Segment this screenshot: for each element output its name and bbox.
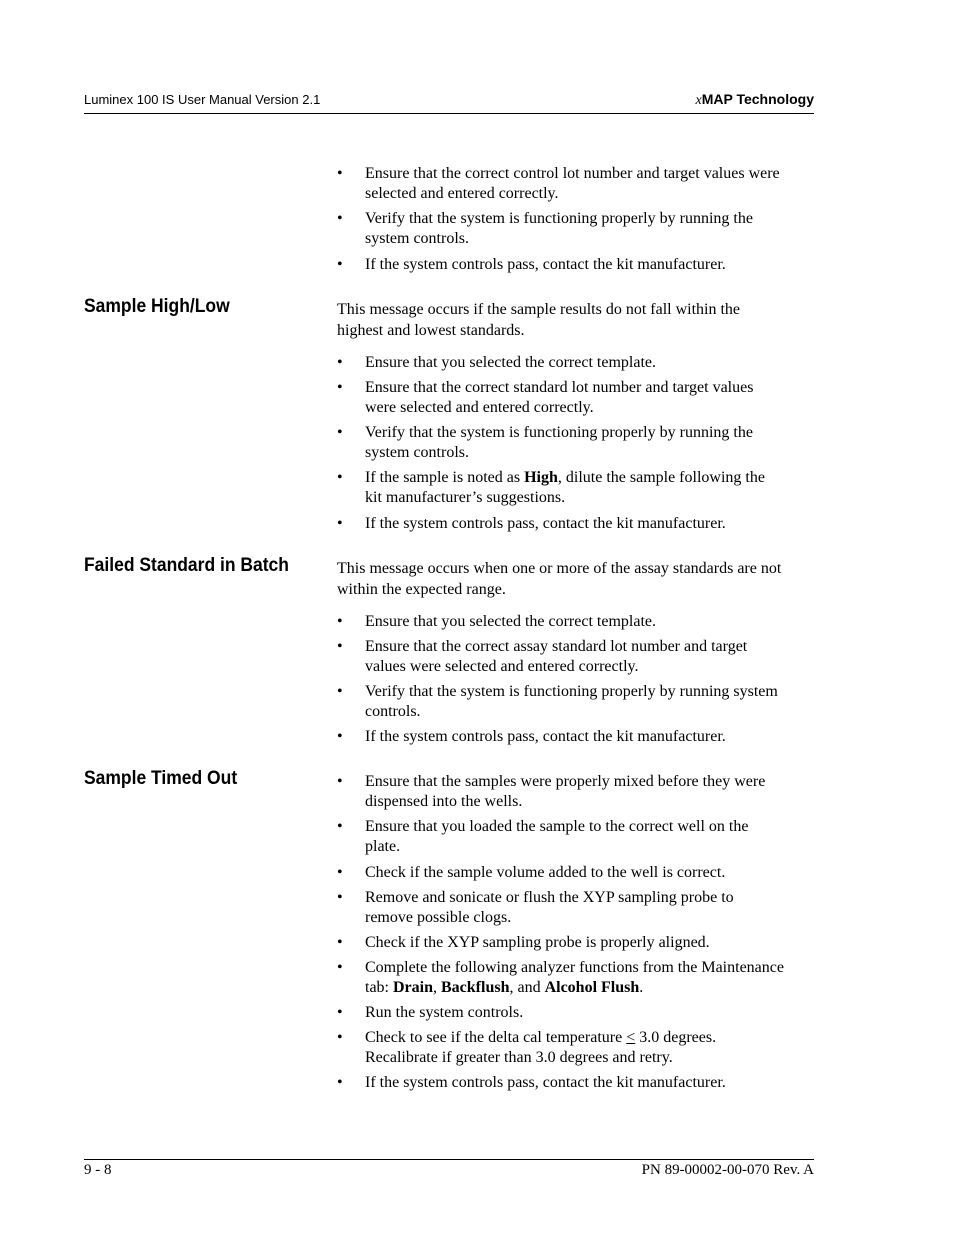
bullet: • — [337, 210, 343, 227]
bullet-text: . — [639, 979, 644, 996]
bullet-text: Recalibrate if greater than 3.0 degrees and retry. — [365, 1049, 673, 1066]
bullet-text: Verify that the system is functioning properly by running system — [365, 683, 778, 700]
bullet-text: selected and entered correctly. — [365, 185, 559, 202]
bullet-text: If the system controls pass, contact the kit manufacturer. — [365, 728, 726, 745]
paragraph-line: This message occurs when one or more of the assay standards are not — [337, 560, 782, 577]
bullet: • — [337, 683, 343, 700]
bullet: • — [337, 728, 343, 745]
paragraph-line: highest and lowest standards. — [337, 322, 525, 339]
bullet: • — [337, 354, 343, 371]
bullet-text: dispensed into the wells. — [365, 793, 523, 810]
bullet-text: kit manufacturer’s suggestions. — [365, 489, 566, 506]
bullet: • — [337, 424, 343, 441]
bullet-text: , and — [509, 979, 545, 996]
bullet: • — [337, 959, 343, 976]
bullet-text: Ensure that you loaded the sample to the correct well on the — [365, 818, 749, 835]
bullet-text: remove possible clogs. — [365, 909, 512, 926]
bullet: • — [337, 515, 343, 532]
bullet-text: , dilute the sample following the — [557, 469, 765, 486]
paragraph-line: This message occurs if the sample results do not fall within the — [337, 301, 741, 318]
bullet-text: If the system controls pass, contact the kit manufacturer. — [365, 515, 726, 532]
bullet-text: system controls. — [365, 230, 469, 247]
bullet: • — [337, 613, 343, 630]
header-map-technology: MAP Technology — [701, 91, 814, 107]
header-x-prefix: x — [695, 93, 702, 108]
bullet-text: system controls. — [365, 444, 469, 461]
bullet: • — [337, 165, 343, 182]
bold-term-alcohol-flush: Alcohol Flush — [544, 979, 640, 996]
bullet: • — [337, 818, 343, 835]
bullet-text: , — [433, 979, 441, 996]
bullet-text: Ensure that the correct standard lot number and target values — [365, 379, 754, 396]
part-number: PN 89-00002-00-070 Rev. A — [641, 1162, 814, 1178]
section-heading-sample-timed-out: Sample Timed Out — [84, 768, 238, 789]
bullet: • — [337, 1029, 343, 1046]
section-heading-failed-standard: Failed Standard in Batch — [84, 555, 289, 576]
bullet-text: If the system controls pass, contact the kit manufacturer. — [365, 256, 726, 273]
bullet: • — [337, 864, 343, 881]
section-heading-sample-high-low: Sample High/Low — [84, 296, 230, 317]
bullet-text: controls. — [365, 703, 421, 720]
bullet-text: 3.0 degrees. — [635, 1029, 717, 1046]
bold-term-high: High — [524, 469, 558, 486]
bullet-text: Run the system controls. — [365, 1004, 524, 1021]
bullet-text: Verify that the system is functioning properly by running the — [365, 424, 753, 441]
footer-rule — [84, 1159, 814, 1160]
bullet-text: Check if the XYP sampling probe is properly aligned. — [365, 934, 710, 951]
bullet-text: Ensure that you selected the correct template. — [365, 613, 656, 630]
bullet-text: Remove and sonicate or flush the XYP sampling probe to — [365, 889, 734, 906]
paragraph-line: within the expected range. — [337, 581, 506, 598]
header-manual-title: Luminex 100 IS User Manual Version 2.1 — [84, 92, 321, 107]
bold-term-backflush: Backflush — [441, 979, 510, 996]
bullet-text: Check to see if the delta cal temperature — [365, 1029, 627, 1046]
bullet-text: tab: — [365, 979, 393, 996]
bullet: • — [337, 379, 343, 396]
bullet-text: Ensure that the correct control lot number and target values were — [365, 165, 780, 182]
page-number: 9 - 8 — [84, 1162, 112, 1178]
bullet-text: were selected and entered correctly. — [365, 399, 594, 416]
section-paragraph — [337, 558, 815, 600]
bullet: • — [337, 889, 343, 906]
less-than-or-equal-symbol: < — [626, 1029, 636, 1046]
bullet-text: Ensure that the correct assay standard lot number and target — [365, 638, 748, 655]
bullet-text: values were selected and entered correctly. — [365, 658, 639, 675]
bullet-text: Verify that the system is functioning properly by running the — [365, 210, 753, 227]
bullet-text: Ensure that you selected the correct template. — [365, 354, 656, 371]
bullet-text: plate. — [365, 838, 401, 855]
bullet-text: If the sample is noted as — [365, 469, 525, 486]
bullet: • — [337, 638, 343, 655]
bullet: • — [337, 773, 343, 790]
section-paragraph — [337, 299, 815, 341]
bullet: • — [337, 469, 343, 486]
bullet-text: Complete the following analyzer functions from the Maintenance — [365, 959, 784, 976]
bullet: • — [337, 934, 343, 951]
header-section-title — [696, 91, 815, 109]
bullet: • — [337, 1074, 343, 1091]
bullet-text: Check if the sample volume added to the well is correct. — [365, 864, 726, 881]
bullet: • — [337, 1004, 343, 1021]
header-rule — [84, 113, 814, 114]
bullet-text: Ensure that the samples were properly mixed before they were — [365, 773, 766, 790]
bullet-text: If the system controls pass, contact the kit manufacturer. — [365, 1074, 726, 1091]
bullet: • — [337, 256, 343, 273]
bold-term-drain: Drain — [393, 979, 433, 996]
